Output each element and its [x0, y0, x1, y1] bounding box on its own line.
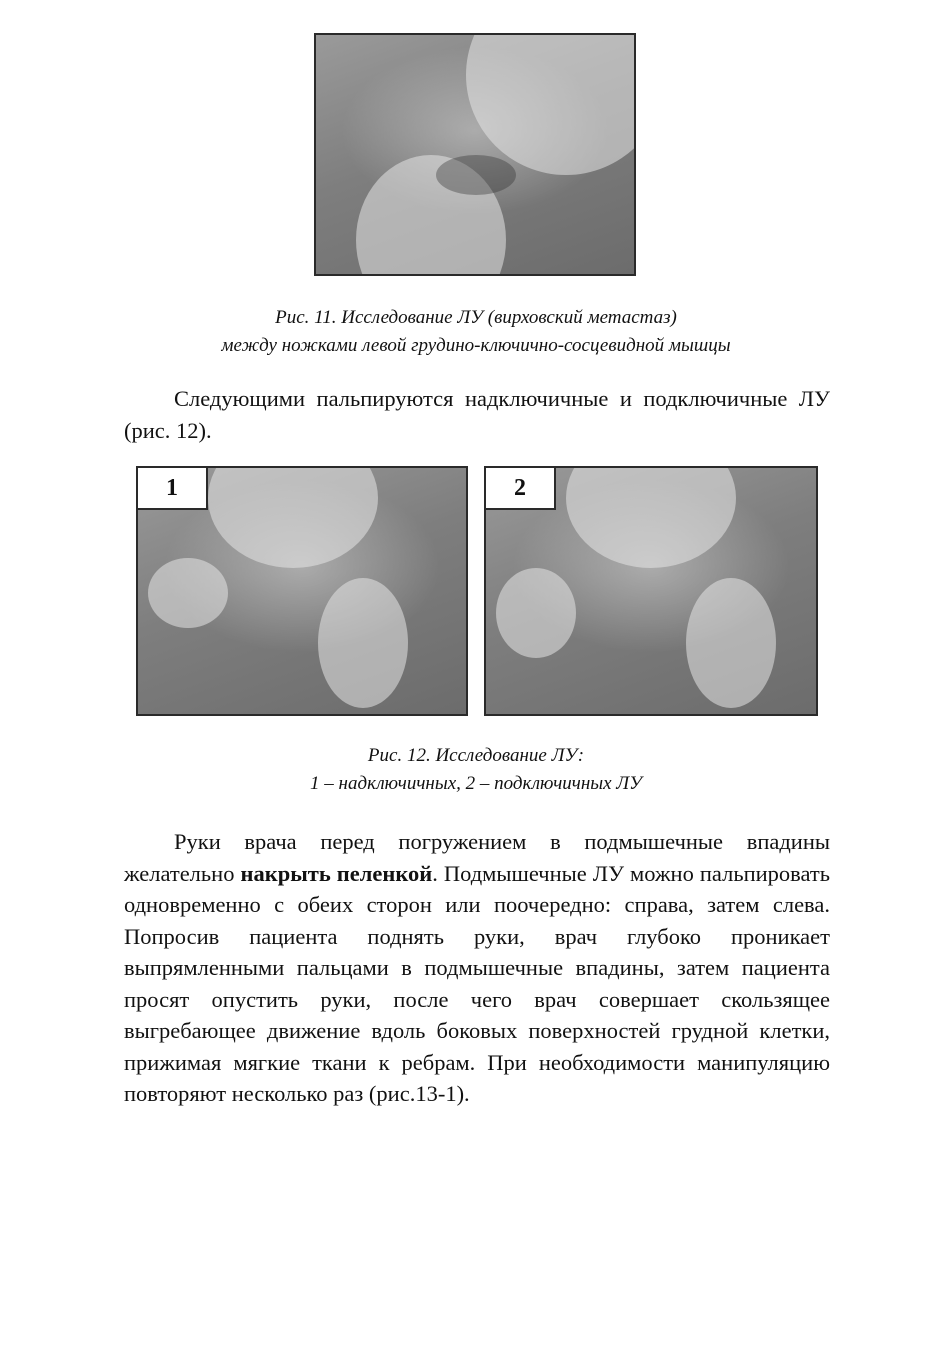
paragraph-2-text-before: Руки врача перед погружением в подмышечные впадины желательно	[124, 829, 830, 886]
figure-11-caption-line1: Рис. 11. Исследование ЛУ (вирховский метастаз)	[275, 307, 677, 328]
figure-12-caption-line1: Рис. 12. Исследование ЛУ:	[367, 745, 585, 766]
figure-12-panel-1-photo	[136, 466, 468, 716]
figure-12-panel-1-label: 1	[138, 468, 208, 510]
figure-11-caption-line2: между ножками левой грудино-ключично-сосцевидной мышцы	[221, 335, 731, 356]
paragraph-1: Следующими пальпируются надключичные и подключичные ЛУ (рис. 12).	[124, 386, 830, 443]
figure-11-caption	[120, 304, 832, 360]
figure-12-caption	[120, 742, 832, 798]
figure-11-photo	[314, 33, 636, 276]
figure-12-panel-2-label: 2	[486, 468, 556, 510]
paragraph-2	[124, 826, 830, 1110]
paragraph-2-bold-text: накрыть пеленкой	[240, 860, 433, 886]
figure-12-panel-2-photo	[484, 466, 818, 716]
figure-12-caption-line2: 1 – надключичных, 2 – подключичных ЛУ	[310, 773, 642, 794]
paragraph-2-text-after: . Подмышечные ЛУ можно пальпировать одновременно с обеих сторон или поочередно: справа, затем слева. Попросив пациента поднять руки, врач глубоко проникает выпрямленными пальцами в подмышечные впадины, затем пациента просят опустить руки, после чего врач совершает скользящее выгребающее движение вдоль боковых поверхностей грудной клетки, прижимая мягкие ткани к ребрам. При необходимости манипуляцию повторяют несколько раз (рис.13-1).	[124, 860, 830, 1106]
